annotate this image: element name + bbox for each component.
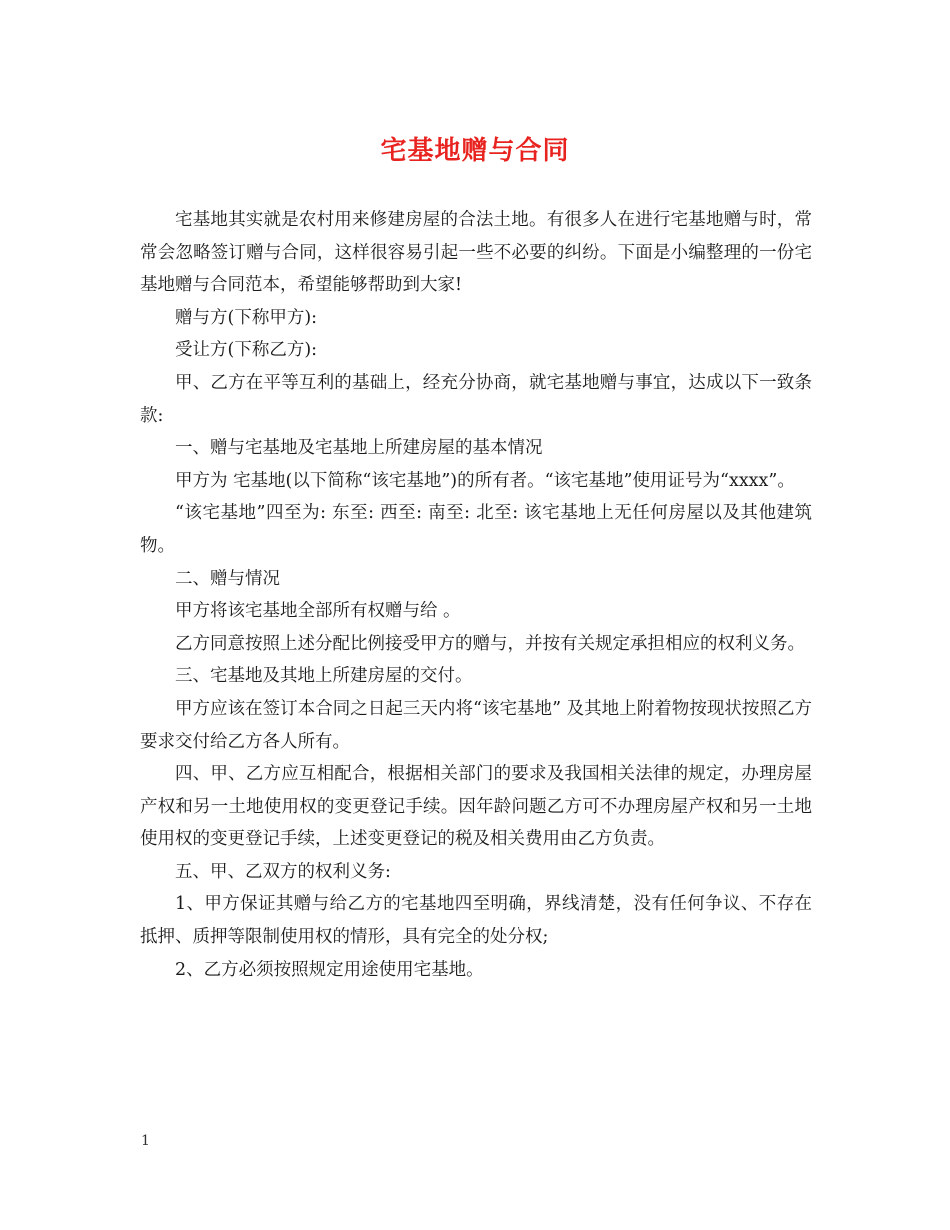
- paragraph-ownership: 甲方为 宅基地(以下简称“该宅基地”)的所有者。“该宅基地”使用证号为“xxxx”。: [175, 470, 795, 491]
- document-title: 宅基地赠与合同: [380, 136, 570, 166]
- section-heading-2: 二、赠与情况: [175, 568, 280, 589]
- section-heading-5: 五、甲、乙双方的权利义务:: [175, 861, 391, 882]
- section-4-paragraph: 四、甲、乙方应互相配合，根据相关部门的要求及我国相关法律的规定，办理房屋产权和另一土地使用权的变更登记手续。因年龄问题乙方可不办理房屋产权和另一土地使用权的变更登记手续，上述变更登记的税及相关费用由乙方负责。: [140, 764, 812, 850]
- paragraph-acceptance: 乙方同意按照上述分配比例接受甲方的赠与，并按有关规定承担相应的权利义务。: [175, 633, 805, 654]
- page-number: 1: [141, 1133, 150, 1149]
- clause-2: 2、乙方必须按照规定用途使用宅基地。: [175, 959, 484, 980]
- paragraph-delivery: 甲方应该在签订本合同之日起三天内将“该宅基地” 及其地上附着物按现状按照乙方要求交付给乙方各人所有。: [140, 698, 812, 752]
- section-heading-3: 三、宅基地及其地上所建房屋的交付。: [175, 666, 473, 687]
- document-body: [140, 204, 812, 986]
- donor-line: 赠与方(下称甲方):: [175, 307, 318, 328]
- clause-1: 1、甲方保证其赠与给乙方的宅基地四至明确，界线清楚，没有任何争议、不存在抵押、质押等限制使用权的情形，具有完全的处分权;: [140, 894, 812, 948]
- section-heading-1: 一、赠与宅基地及宅基地上所建房屋的基本情况: [175, 438, 543, 459]
- agreement-paragraph: 甲、乙方在平等互利的基础上，经充分协商，就宅基地赠与事宜，达成以下一致条款:: [140, 372, 812, 426]
- paragraph-boundaries: “该宅基地”四至为: 东至: 西至: 南至: 北至: 该宅基地上无任何房屋以及其他建筑物。: [140, 503, 812, 556]
- paragraph-gift: 甲方将该宅基地全部所有权赠与给 。: [175, 601, 461, 622]
- recipient-line: 受让方(下称乙方):: [175, 340, 318, 361]
- intro-paragraph: 宅基地其实就是农村用来修建房屋的合法土地。有很多人在进行宅基地赠与时，常常会忽略签订赠与合同，这样很容易引起一些不必要的纠纷。下面是小编整理的一份宅基地赠与合同范本，希望能够帮助到大家!: [140, 210, 812, 296]
